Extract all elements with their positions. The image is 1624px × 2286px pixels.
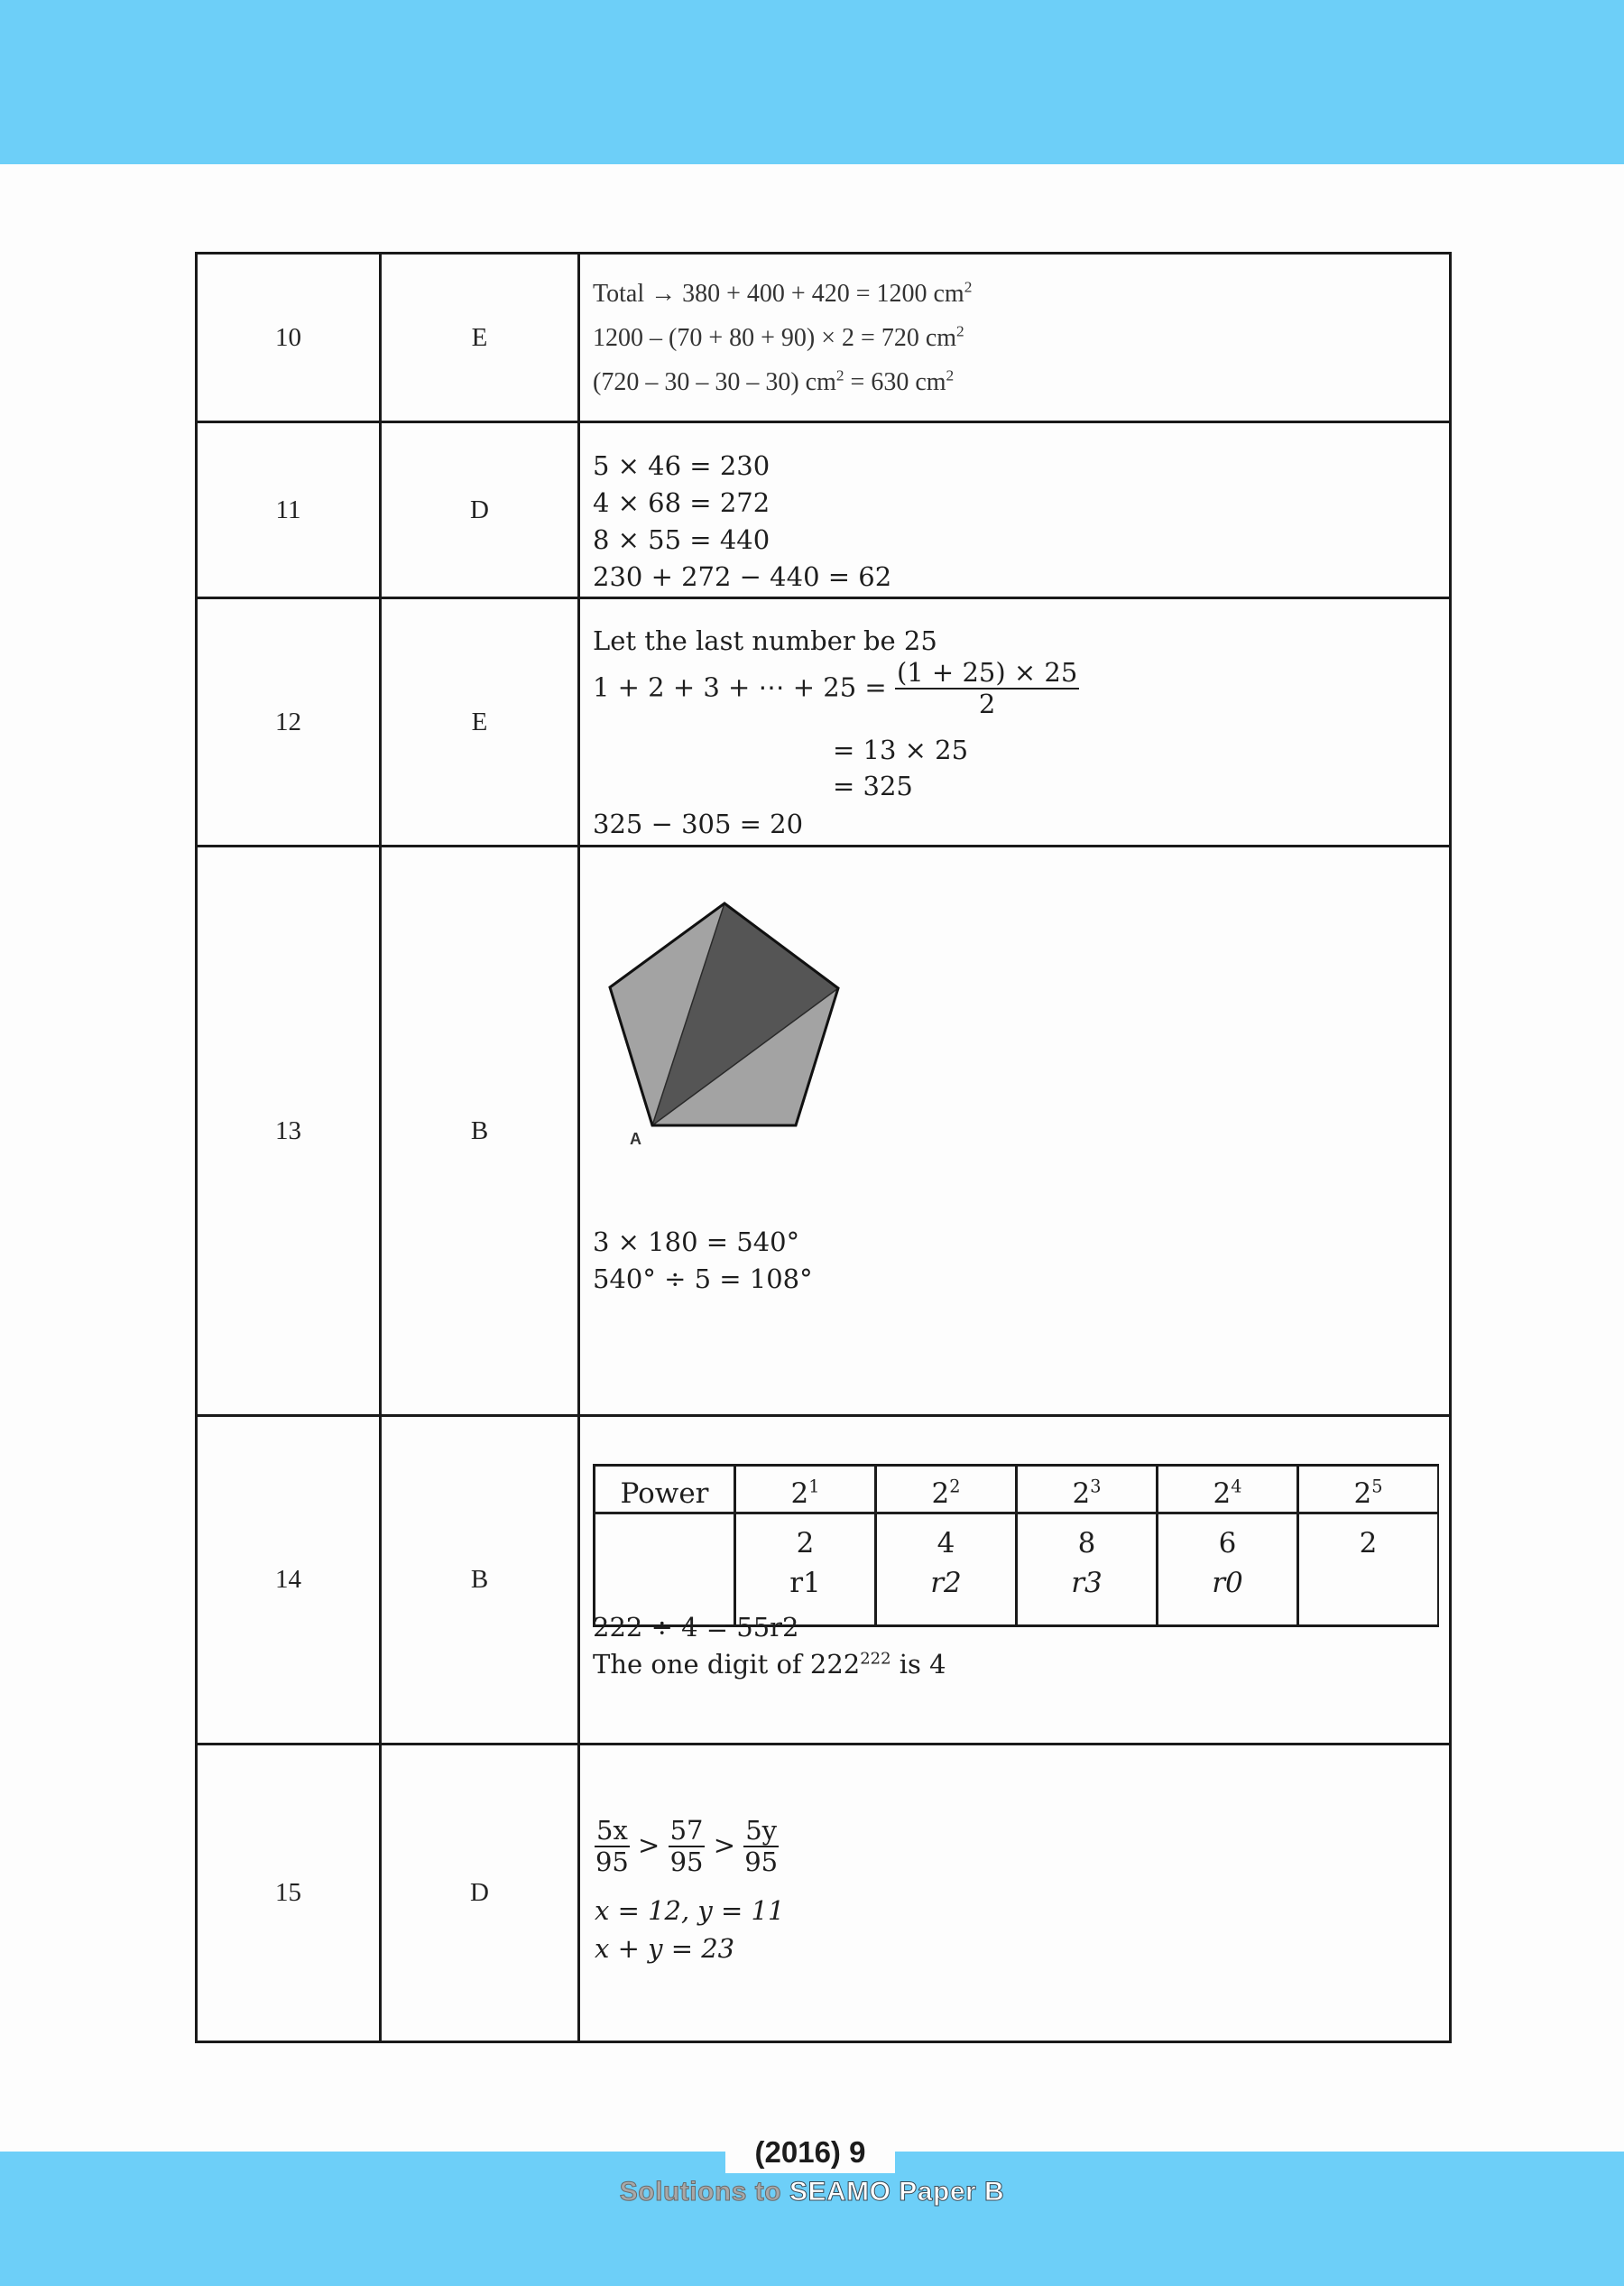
question-number: 15 [197,1745,381,2042]
subtitle-part1: Solutions to [619,2177,782,2207]
working-line: 222 ÷ 4 = 55r2 [593,1611,799,1643]
vertex-label: A [630,1129,641,1148]
answer-letter: D [381,422,579,598]
power-cell: $2^1$ [735,1465,876,1513]
question-number: 10 [197,254,381,422]
sum-equation [593,658,1079,720]
fraction: $\frac{5x}{95}$ [595,1814,629,1877]
inequality [595,1816,779,1878]
working-line: 4 × 68 = 272 [593,486,770,518]
working-line: x + y = 23 [595,1932,735,1964]
greater-than: > [713,1828,735,1860]
working-line: Total → 380 + 400 + 420 = 1200 $cm^2$ [593,278,973,308]
question-number: 14 [197,1416,381,1745]
working-line: = 325 [833,770,913,801]
fraction: $\frac{57}{95}$ [669,1814,704,1877]
answer-letter: E [381,254,579,422]
working-cell [579,1745,1451,2042]
power-label: Power [595,1465,735,1513]
power-cell: $2^2$ [876,1465,1017,1513]
table-row [197,847,1451,1416]
answer-letter: E [381,598,579,847]
solutions-table [195,252,1452,2043]
working-line: The one digit of $222^{222}$ is 4 [593,1648,946,1680]
sum-lhs: 1 + 2 + 3 + ⋯ + 25 = [593,671,887,702]
fraction-numerator: (1 + 25) × 25 [895,658,1079,690]
power-cell: $2^4$ [1158,1465,1298,1513]
working-cell [579,847,1451,1416]
header-band [0,0,1624,164]
power-table [593,1464,1439,1627]
working-line: (720 – 30 – 30 – 30) $cm^2 = 630$ $cm^2$ [593,366,955,396]
question-number: 12 [197,598,381,847]
working-line: 1200 – (70 + 80 + 90) × 2 = 720 $cm^2$ [593,322,964,352]
power-cell: $2^3$ [1017,1465,1158,1513]
working-line: 325 − 305 = 20 [593,808,804,839]
fraction: $\frac{5y}{95}$ [744,1814,779,1877]
answer-letter: B [381,847,579,1416]
power-header-row [595,1465,1439,1513]
working-line: 230 + 272 − 440 = 62 [593,560,892,592]
working-cell [579,598,1451,847]
power-cell: $2^5$ [1298,1465,1439,1513]
table-row [197,598,1451,847]
answer-letter: B [381,1416,579,1745]
greater-than: > [638,1828,660,1860]
footer-subtitle [0,2177,1624,2207]
working-line: 5 × 46 = 230 [593,449,770,481]
digit-cell: 6 r0 [1158,1513,1298,1625]
working-cell [579,254,1451,422]
table-row [197,422,1451,598]
working-line: 540° ÷ 5 = 108° [593,1263,813,1294]
table-row [197,1745,1451,2042]
working-line: 3 × 180 = 540° [593,1226,800,1257]
digit-cell: 4 r2 [876,1513,1017,1625]
digit-cell: 2 [1298,1513,1439,1625]
table-row [197,254,1451,422]
table-row [197,1416,1451,1745]
digit-cell: 8 r3 [1017,1513,1158,1625]
fraction [895,658,1079,720]
power-body-row [595,1513,1439,1625]
question-number: 11 [197,422,381,598]
fraction-denominator: 2 [978,688,996,719]
working-line: x = 12, y = 11 [595,1894,785,1926]
question-number: 13 [197,847,381,1416]
pentagon-figure [607,899,851,1161]
subtitle-part2: SEAMO Paper B [789,2177,1005,2207]
working-line: Let the last number be 25 [593,625,937,656]
page-number: (2016) 9 [725,2132,895,2173]
working-cell [579,422,1451,598]
working-line: 8 × 55 = 440 [593,523,770,555]
digit-cell: 2 r1 [735,1513,876,1625]
working-cell [579,1416,1451,1745]
working-line: = 13 × 25 [833,734,969,765]
answer-letter: D [381,1745,579,2042]
